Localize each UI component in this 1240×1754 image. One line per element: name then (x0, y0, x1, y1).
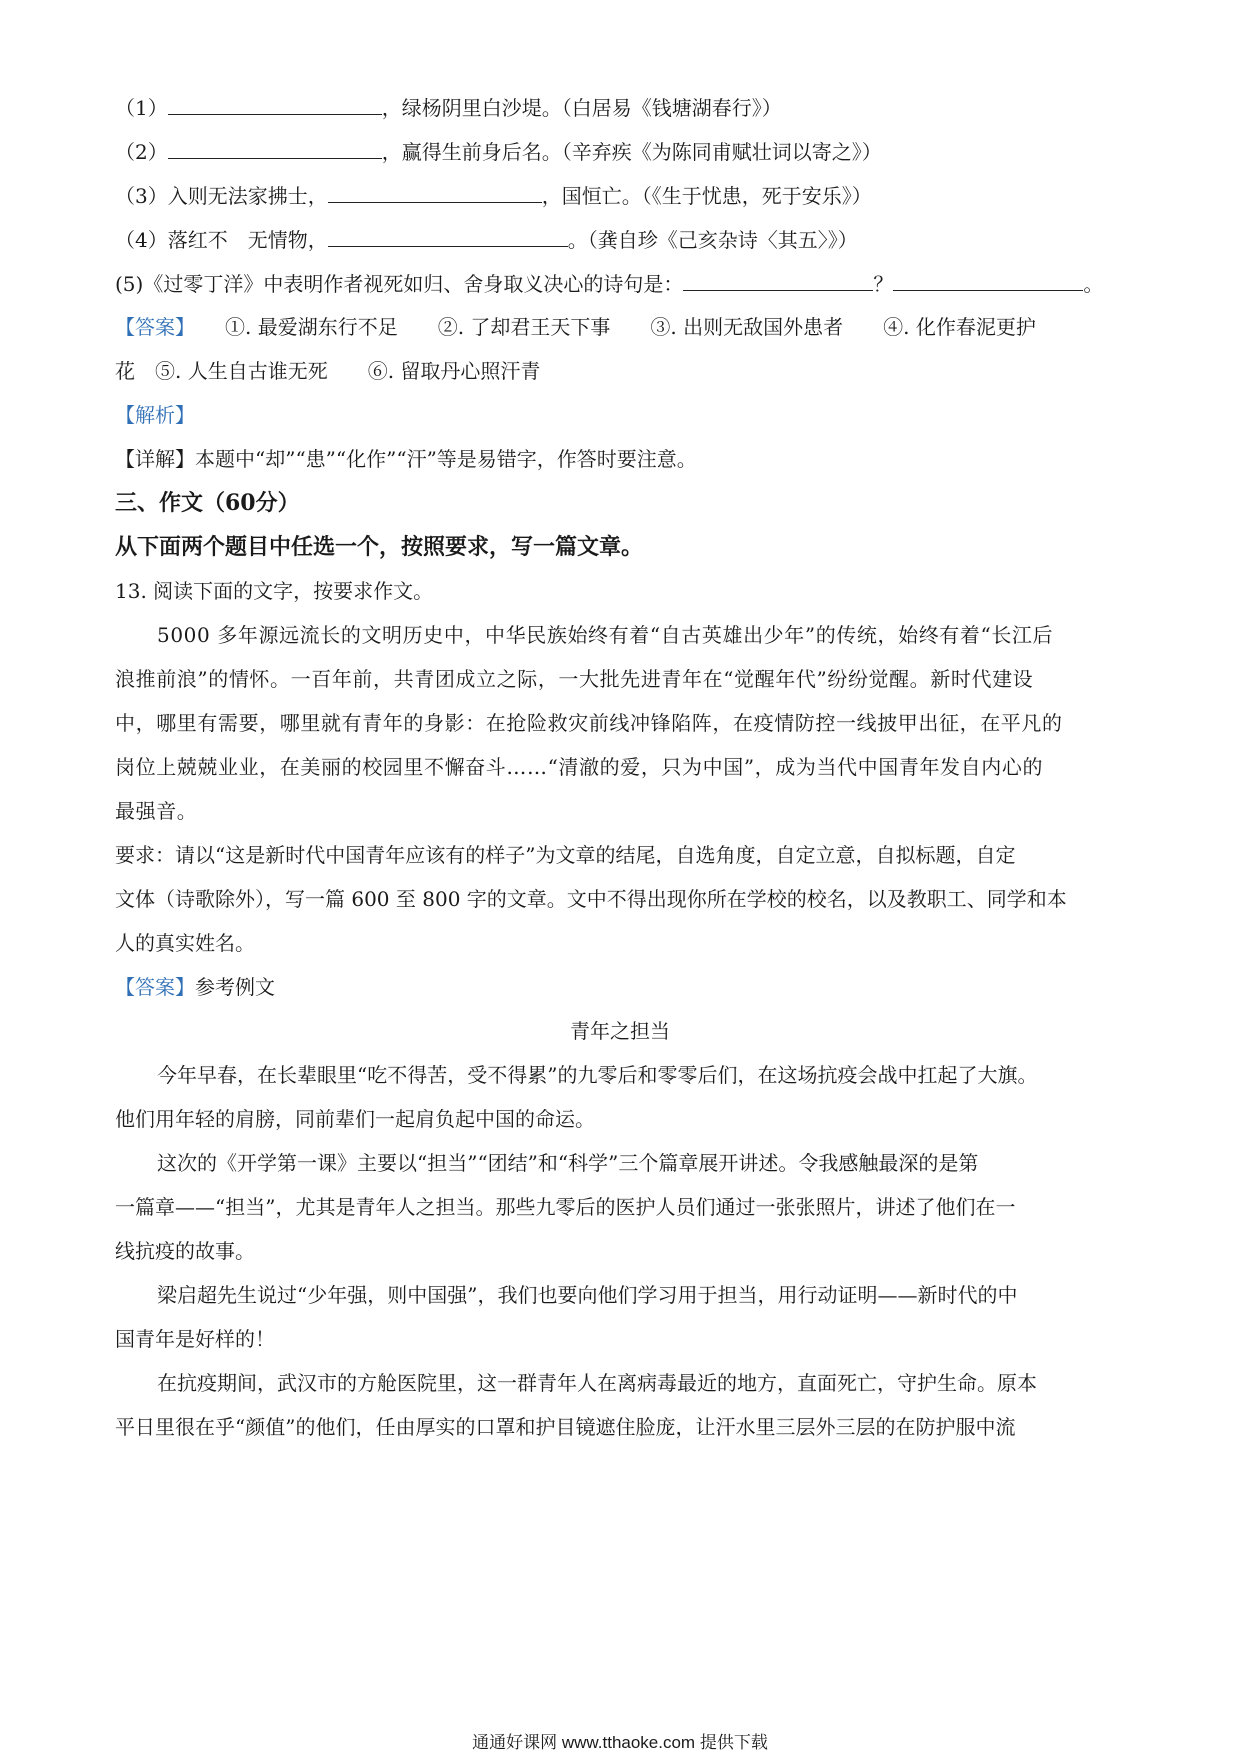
question-13: 13. 阅读下面的文字，按要求作文。 (115, 579, 434, 603)
blank-question-5 (115, 268, 1135, 299)
material-line: 岗位上兢兢业业，在美丽的校园里不懈奋斗……“清澈的爱，只为中国”，成为当代中国青年发自内心的 (115, 755, 1044, 779)
question-text: 。 (1083, 272, 1104, 296)
blank-question-4 (115, 224, 1135, 255)
question-text: ，赢得生前身后名。（辛弃疾《为陈同甫赋壮词以寄之》） (381, 140, 882, 164)
detail-line (115, 444, 1135, 474)
question-number: （3） (115, 184, 168, 208)
essay-line: 国青年是好样的！ (115, 1327, 275, 1351)
question-number: （1） (115, 96, 168, 120)
essay-line: 平日里很在乎“颜值”的他们，任由厚实的口罩和护目镜遮住脸庞，让汗水里三层外三层的在防护服中流 (115, 1415, 1016, 1439)
answer-line-2 (115, 972, 1135, 1002)
answer-blank (893, 268, 1083, 291)
blank-question-3 (115, 180, 1135, 211)
answer-text: 花 ⑤. 人生自古谁无死 ⑥. 留取丹心照汗青 (115, 359, 541, 383)
question-text: 入则无法家拂士， (167, 184, 328, 208)
essay-line: 在抗疫期间，武汉市的方舱医院里，这一群青年人在离病毒最近的地方，直面死亡，守护生命。原本 (157, 1371, 1037, 1395)
requirement-line: 文体（诗歌除外），写一篇 600 至 800 字的文章。文中不得出现你所在学校的校名，以及教职工、同学和本 (115, 887, 1067, 911)
blank-question-1 (115, 92, 1135, 123)
section-instruction: 从下面两个题目中任选一个，按照要求，写一篇文章。 (115, 534, 644, 560)
answer-blank (328, 224, 568, 247)
question-text: ，国恒亡。（《生于忧患，死于安乐》） (541, 184, 872, 208)
essay-line: 他们用年轻的肩膀，同前辈们一起肩负起中国的命运。 (115, 1107, 595, 1131)
essay-line: 这次的《开学第一课》主要以“担当”“团结”和“科学”三个篇章展开讲述。令我感触最深的是第 (157, 1151, 979, 1175)
question-text: 。（龚自珍《己亥杂诗〈其五〉》） (567, 228, 858, 252)
section-title: 三、作文（60分） (115, 490, 300, 516)
essay-title: 青年之担当 (570, 1019, 670, 1043)
answer-text: ①. 最爱湖东行不足 ②. 了却君王天下事 ③. 出则无敌国外患者 ④. 化作春泥更护 (225, 315, 1036, 339)
answer-line (115, 312, 1135, 342)
analysis-line (115, 400, 1135, 430)
answer-blank (168, 136, 382, 159)
answer-blank (328, 180, 542, 203)
answer-label: 参考例文 (195, 975, 275, 999)
analysis-tag: 【解析】 (115, 403, 195, 427)
material-line: 最强音。 (115, 799, 198, 823)
requirement-line: 人的真实姓名。 (115, 931, 255, 955)
essay-line: 线抗疫的故事。 (115, 1239, 255, 1263)
question-number: （2） (115, 140, 168, 164)
essay-line: 梁启超先生说过“少年强，则中国强”，我们也要向他们学习用于担当，用行动证明——新时代的中 (157, 1283, 1018, 1307)
page-footer: 通通好课网 www.tthaoke.com 提供下载 (472, 1733, 768, 1752)
essay-line: 一篇章——“担当”，尤其是青年人之担当。那些九零后的医护人员们通过一张张照片，讲述了他们在一 (115, 1195, 1016, 1219)
question-text: ？ (873, 272, 894, 296)
material-line: 浪推前浪”的情怀。一百年前，共青团成立之际，一大批先进青年在“觉醒年代”纷纷觉醒。新时代建设 (115, 667, 1034, 691)
detail-text: 【详解】本题中“却”“患”“化作”“汗”等是易错字，作答时要注意。 (115, 447, 697, 471)
question-text: (5)《过零丁洋》中表明作者视死如归、舍身取义决心的诗句是： (115, 272, 684, 296)
answer-tag: 【答案】 (115, 975, 195, 999)
answer-blank (683, 268, 873, 291)
answer-blank (168, 92, 382, 115)
material-line: 5000 多年源远流长的文明历史中，中华民族始终有着“自古英雄出少年”的传统，始终有着“长江后 (157, 623, 1054, 647)
essay-line: 今年早春，在长辈眼里“吃不得苦，受不得累”的九零后和零零后们，在这场抗疫会战中扛起了大旗。 (157, 1063, 1038, 1087)
requirement-line: 要求：请以“这是新时代中国青年应该有的样子”为文章的结尾，自选角度，自定立意，自拟标题，自定 (115, 843, 1016, 867)
blank-question-2 (115, 136, 1135, 167)
material-line: 中，哪里有需要，哪里就有青年的身影：在抢险救灾前线冲锋陷阵，在疫情防控一线披甲出征，在平凡的 (115, 711, 1063, 735)
question-text: ，绿杨阴里白沙堤。（白居易《钱塘湖春行》） (381, 96, 782, 120)
answer-tag: 【答案】 (115, 315, 195, 339)
question-number: （4） (115, 228, 168, 252)
answer-line-continued (115, 356, 1135, 386)
question-text: 落红不 无情物， (167, 228, 328, 252)
